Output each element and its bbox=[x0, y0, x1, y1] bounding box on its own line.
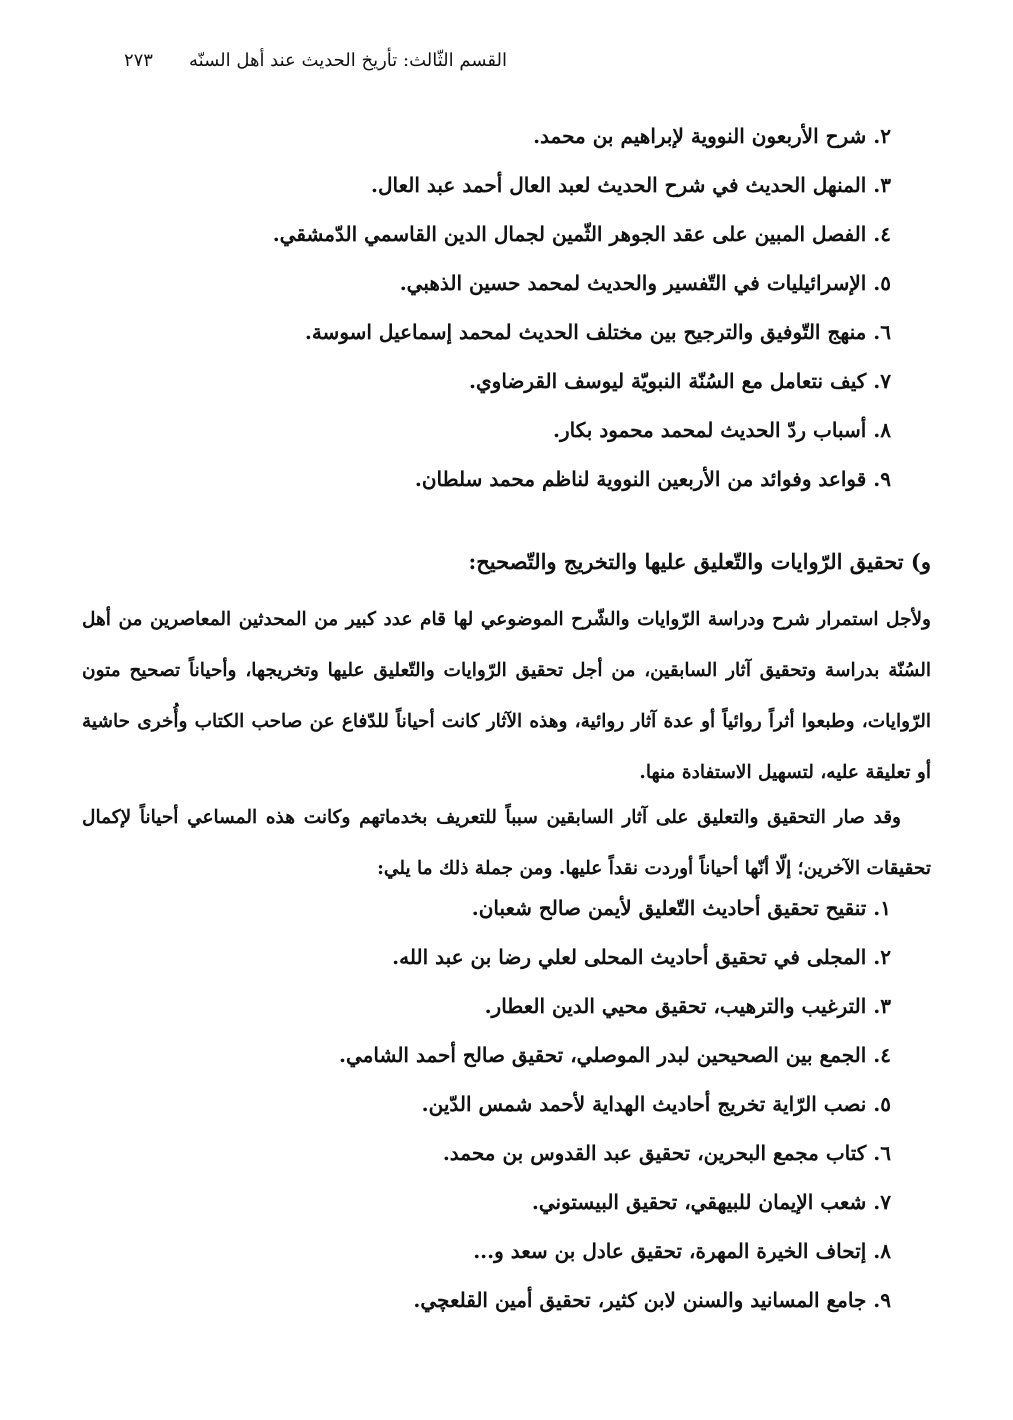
list-item: ٧. شعب الإيمان للبيهقي، تحقيق البيستوني. bbox=[531, 1190, 891, 1214]
edited-works-list bbox=[339, 884, 891, 1325]
list-item: ٢. شرح الأربعون النووية لإبراهيم بن محمد. bbox=[533, 124, 891, 148]
list-item: ٧. كيف نتعامل مع السُنّة النبويّة ليوسف القرضاوي. bbox=[469, 369, 891, 393]
list-item: ٩. قواعد وفوائد من الأربعين النووية لناظم محمد سلطان. bbox=[414, 467, 891, 491]
list-item: ٥. الإسرائيليات في التّفسير والحديث لمحمد حسين الذهبي. bbox=[399, 271, 891, 295]
page-header bbox=[86, 40, 507, 80]
book-list-1 bbox=[273, 112, 891, 504]
list-item: ٤. الفصل المبين على عقد الجوهر الثّمين لجمال الدين القاسمي الدّمشقي. bbox=[272, 222, 891, 246]
body-paragraph: ولأجل استمرار شرح ودراسة الرّوايات والشّرح الموضوعي لها قام عدد كبير من المحدثين المعاصرين من أهل السُنّة بدراسة وتحقيق آثار السابقين، من أجل تحقيق الرّوايات والتّعليق عليها وتخريجها، وأحياناً تصحيح متون الرّوايات، وطبعوا أثراً روائياً أو عدة آثار روائية، وهذه الآثار كانت أحياناً للدّفاع عن صاحب الكتاب وأُخرى حاشية أو تعليقة عليه، لتسهيل الاستفادة منها. bbox=[82, 609, 931, 783]
page-number: ٢٧٣ bbox=[123, 49, 153, 71]
running-title: القسم الثّالث: تأريخ الحديث عند أهل السنّه bbox=[188, 49, 507, 71]
list-item: ٣. الترغيب والترهيب، تحقيق محيي الدين العطار. bbox=[484, 994, 891, 1018]
list-item: ٤. الجمع بين الصحيحين لبدر الموصلي، تحقيق صالح أحمد الشامي. bbox=[339, 1043, 891, 1067]
body-paragraph: وقد صار التحقيق والتعليق على آثار السابقين سبباً للتعريف بخدماتهم وكانت هذه المساعي أحياناً لإكمال تحقيقات الآخرين؛ إلّا أنّها أحياناً أوردت نقداً عليها. ومن جملة ذلك ما يلي: bbox=[82, 807, 931, 879]
list-item: ٣. المنهل الحديث في شرح الحديث لعبد العال أحمد عبد العال. bbox=[371, 173, 891, 197]
list-item: ٥. نصب الرّاية تخريج أحاديث الهداية لأحمد شمس الدّين. bbox=[421, 1092, 891, 1116]
list-item: ٢. المجلى في تحقيق أحاديث المحلى لعلي رضا بن عبد الله. bbox=[392, 945, 891, 969]
list-item: ٨. أسباب ردّ الحديث لمحمد محمود بكار. bbox=[553, 418, 891, 442]
list-item: ٩. جامع المسانيد والسنن لابن كثير، تحقيق أمين القلعچي. bbox=[413, 1288, 891, 1312]
list-item: ٨. إتحاف الخيرة المهرة، تحقيق عادل بن سعد و... bbox=[473, 1239, 891, 1263]
list-item: ١. تنقيح تحقيق أحاديث التّعليق لأيمن صالح شعبان. bbox=[471, 896, 891, 920]
section-heading: و) تحقيق الرّوايات والتّعليق عليها والتخريج والتّصحيح: bbox=[468, 549, 931, 574]
list-item: ٦. كتاب مجمع البحرين، تحقيق عبد القدوس بن محمد. bbox=[442, 1141, 891, 1165]
list-item: ٦. منهج التّوفيق والترجيح بين مختلف الحديث لمحمد إسماعيل اسوسة. bbox=[304, 320, 891, 344]
